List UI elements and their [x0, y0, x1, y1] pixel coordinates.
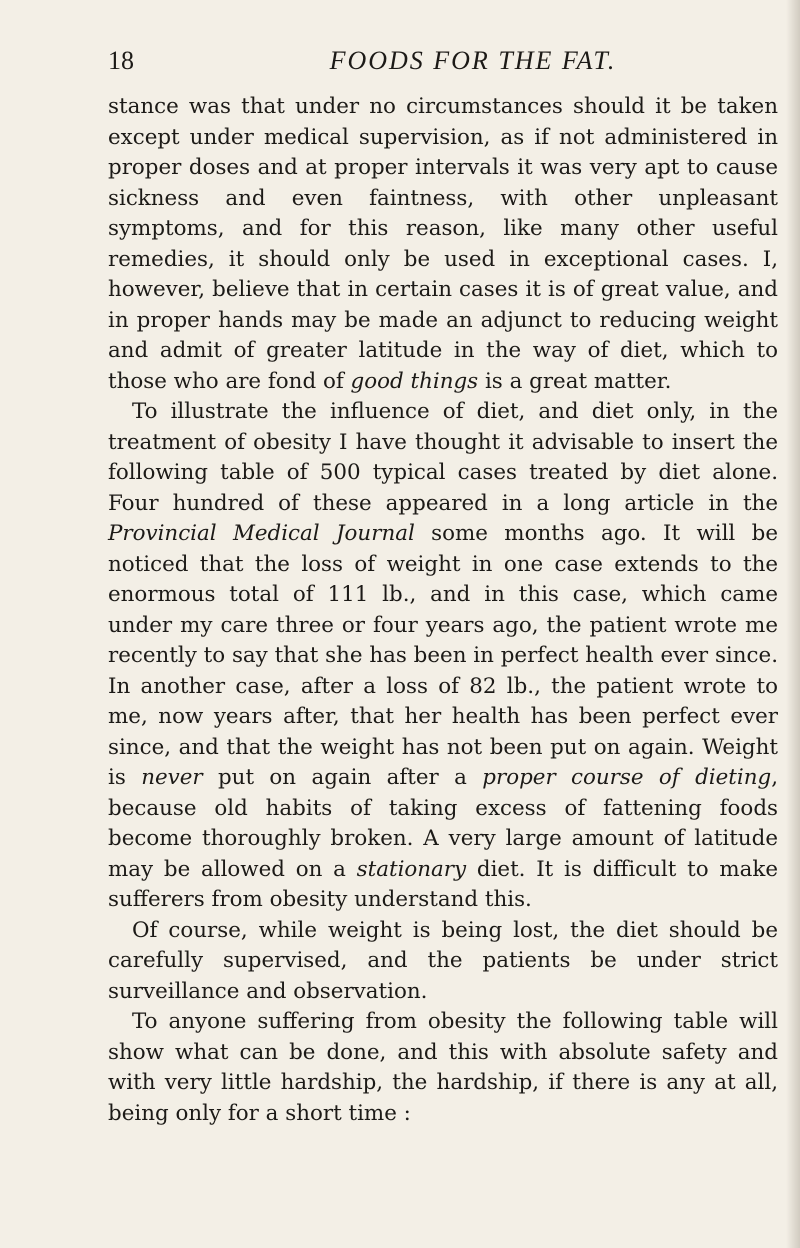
emphasis-text: good things [350, 368, 479, 394]
text-run: put on again after a [202, 765, 483, 790]
text-run: diet. It is difficult to make sufferers from obesity understand this. [108, 856, 778, 912]
page-header [108, 46, 778, 86]
page-number: 18 [108, 46, 134, 75]
text-run: is a great matter. [478, 368, 672, 394]
running-title: FOODS FOR THE FAT. [329, 46, 617, 75]
text-run: some months ago. It will be noticed that the loss of weight in one case extends to the enormous total of 111 lb., and in this case, which came under my care three or four years ago, the patient wrote me recently to say that she has been in perfect health ever since. In another case, after a loss of 82 lb., the patient wrote to me, now years after, that her health has been perfect ever since, and that the weight has not been put on again. Weight is [108, 521, 778, 790]
emphasis-text: never [141, 765, 203, 790]
body-text [108, 92, 778, 1129]
paragraph-2 [108, 397, 778, 916]
emphasis-text: stationary [356, 856, 467, 882]
paragraph-3 [108, 916, 778, 1008]
text-run: To illustrate the influence of diet, and diet only, in the treatment of obesity I have thought it advisable to insert the following table of 500 typical cases treated by diet alone. Four hundred of these appeared in a long article in the [108, 399, 778, 516]
text-run: stance was that under no circumstances should it be taken except under medical supervision, as if not administered in proper doses and at proper intervals it was very apt to cause sickness and even faintness, with other unpleasant symptoms, and for this reason, like many other useful remedies, it should only be used in exceptional cases. I, however, believe that in certain cases it is of great value, and in proper hands may be made an adjunct to reducing weight and admit of greater latitude in the way of diet, which to those who are fond of [108, 94, 778, 394]
text-run: , because old habits of taking excess of fattening foods become thoroughly broken. A very large amount of latitude may be allowed on a [108, 765, 778, 882]
page-edge-shadow [786, 0, 800, 1248]
journal-title: Provincial Medical Journal [108, 521, 415, 546]
text-run: To anyone suffering from obesity the following table will show what can be done, and this with absolute safety and with very little hardship, the hardship, if there is any at all, being only for a short time : [108, 1009, 778, 1126]
emphasis-text: proper course of dieting [482, 765, 772, 790]
text-run: Of course, while weight is being lost, the diet should be carefully supervised, and the patients be under strict surveillance and observation. [108, 917, 778, 1004]
paragraph-1 [108, 92, 778, 397]
paragraph-4 [108, 1007, 778, 1129]
